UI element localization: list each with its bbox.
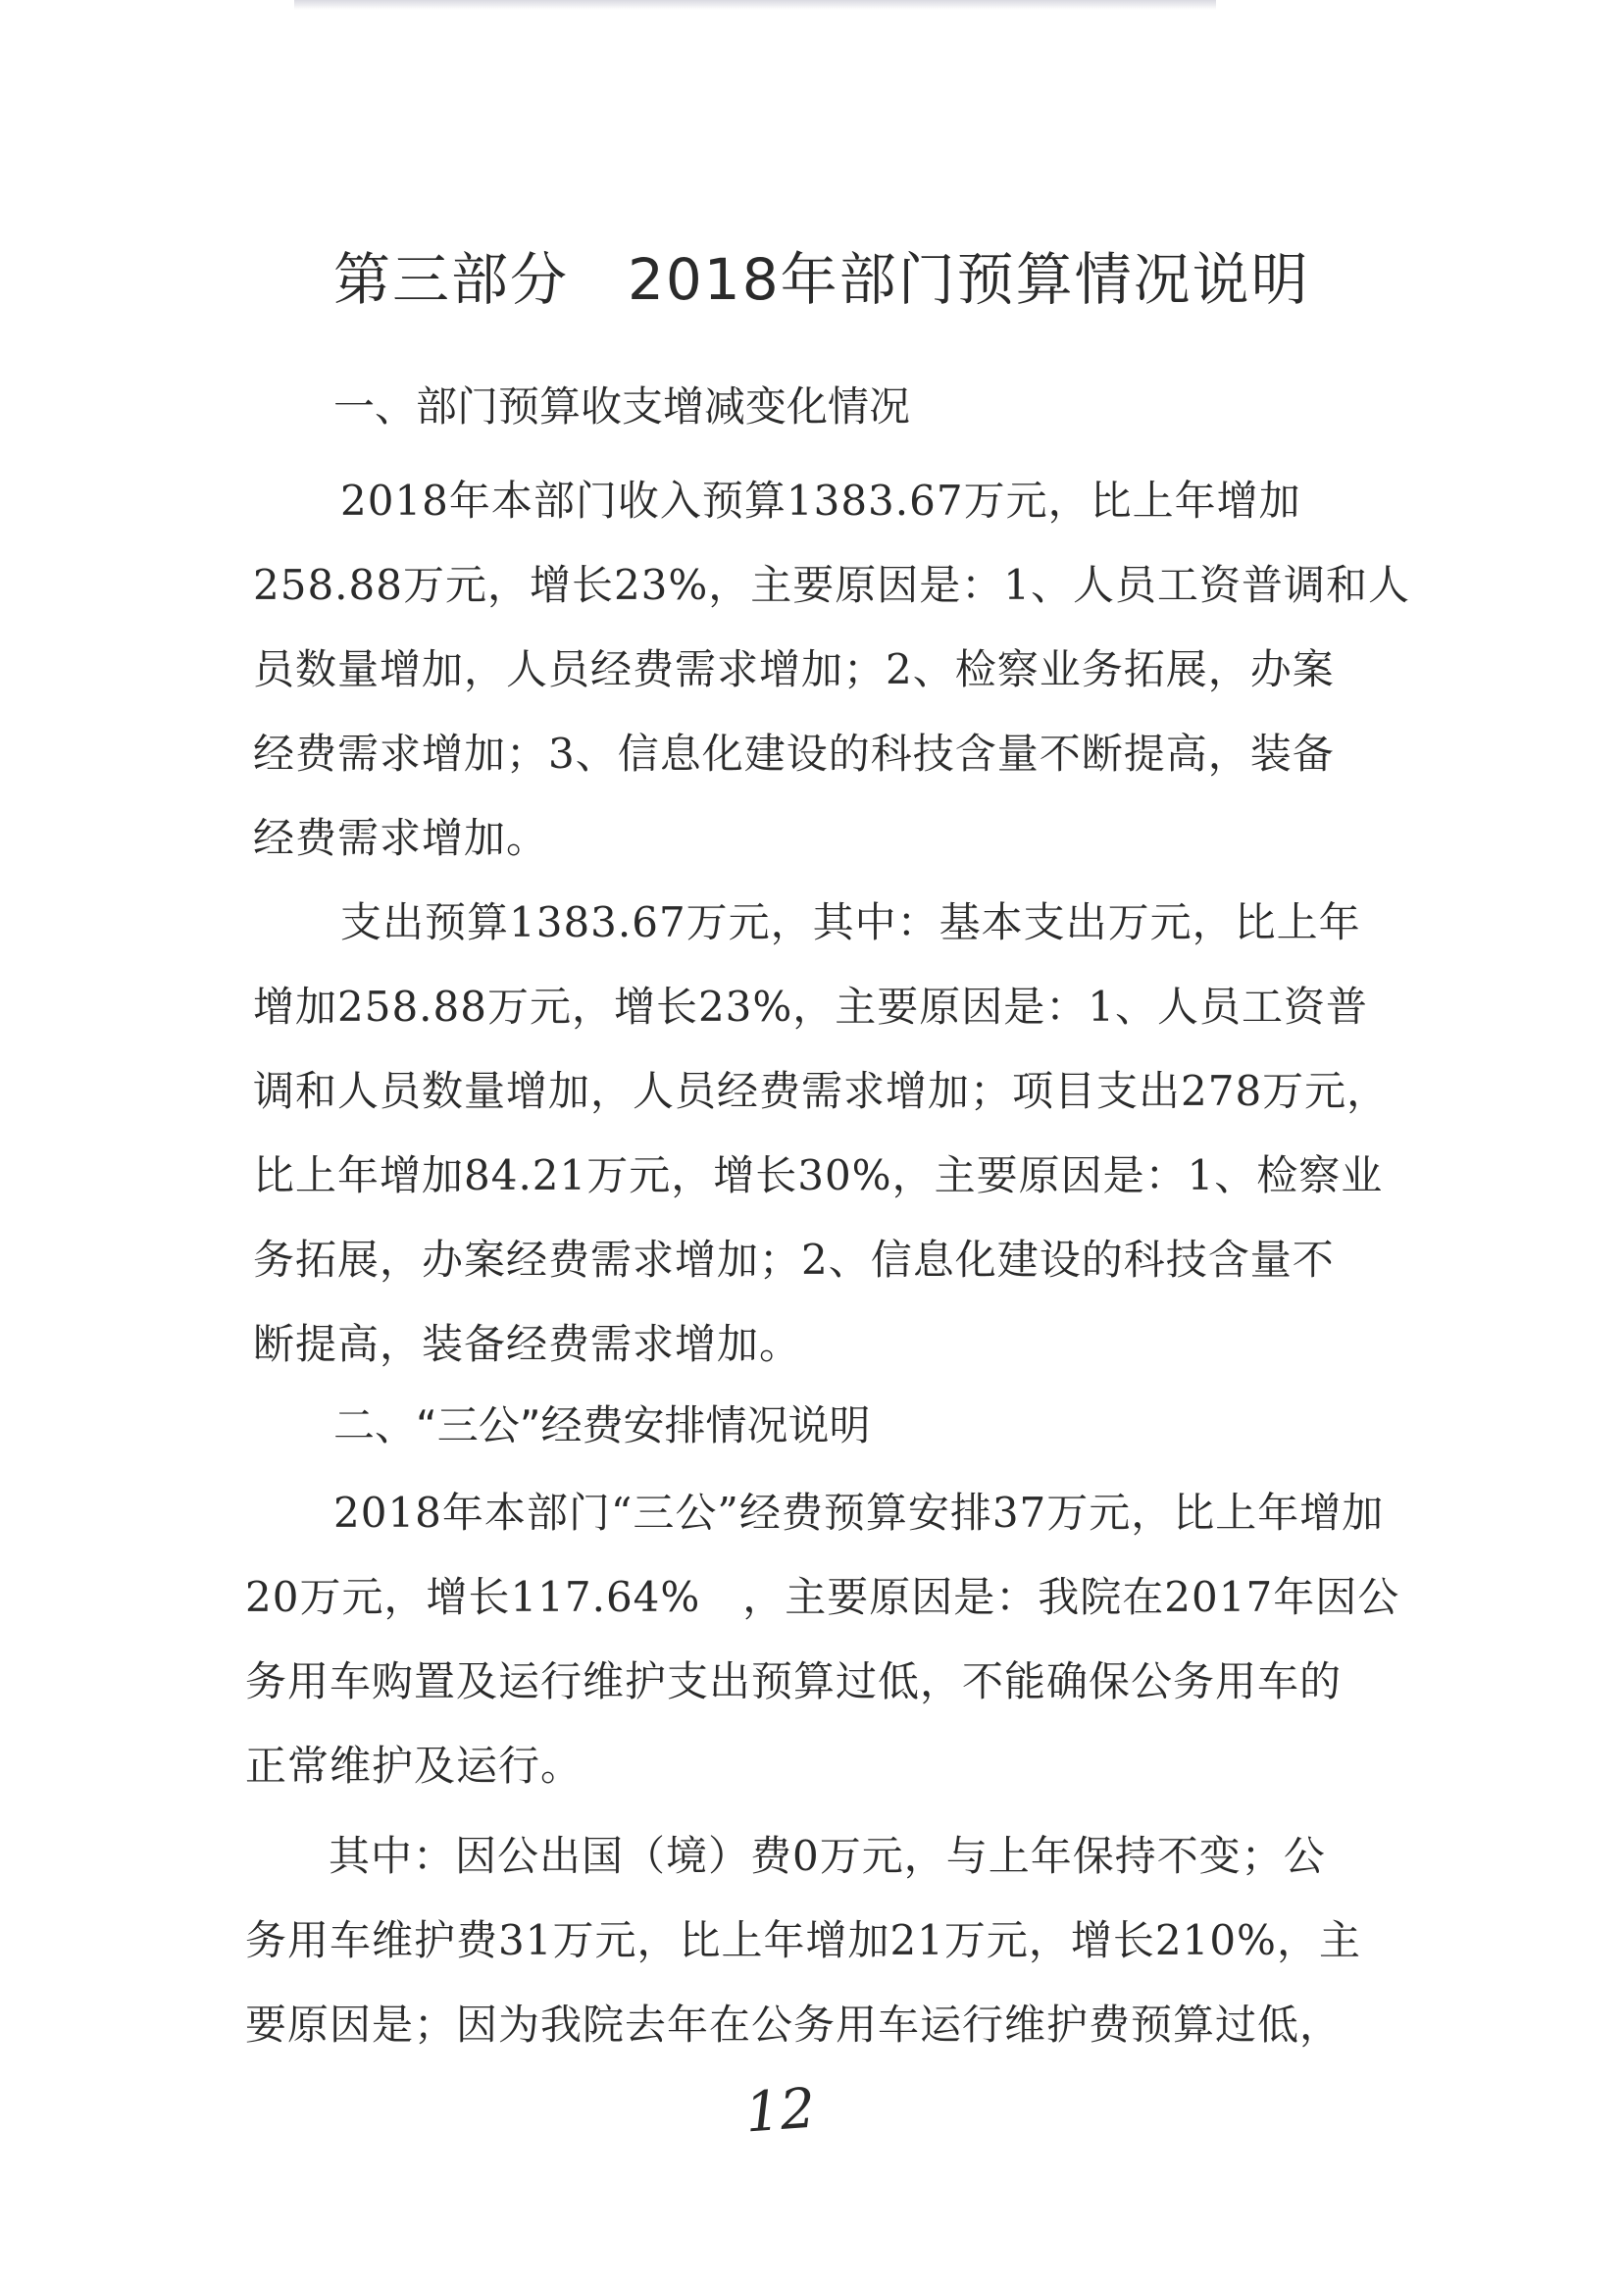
page-title: 第三部分 2018年部门预算情况说明 bbox=[333, 246, 1310, 313]
scan-smudge bbox=[294, 0, 1216, 10]
paragraph-line: 258.88万元，增长23%，主要原因是：1、人员工资普调和人 bbox=[253, 561, 1411, 609]
paragraph-line: 务用车购置及运行维护支出预算过低，不能确保公务用车的 bbox=[245, 1657, 1343, 1705]
paragraph-line: 2018年本部门“三公”经费预算安排37万元，比上年增加 bbox=[333, 1489, 1385, 1537]
page-number: 12 bbox=[742, 2076, 818, 2146]
paragraph-line: 20万元，增长117.64% ，主要原因是：我院在2017年因公 bbox=[245, 1573, 1400, 1621]
paragraph-line: 要原因是；因为我院去年在公务用车运行维护费预算过低， bbox=[245, 2001, 1343, 2049]
paragraph-line: 务用车维护费31万元，比上年增加21万元，增长210%，主 bbox=[245, 1916, 1361, 1964]
paragraph-line: 支出预算1383.67万元，其中：基本支出万元，比上年 bbox=[340, 898, 1361, 946]
paragraph-line: 2018年本部门收入预算1383.67万元，比上年增加 bbox=[340, 477, 1301, 525]
paragraph-line: 务拓展，办案经费需求增加；2、信息化建设的科技含量不 bbox=[253, 1236, 1335, 1284]
paragraph-line: 增加258.88万元，增长23%，主要原因是：1、人员工资普 bbox=[253, 983, 1369, 1031]
paragraph-line: 经费需求增加；3、信息化建设的科技含量不断提高，装备 bbox=[253, 730, 1335, 778]
section-heading-1: 一、部门预算收支增减变化情况 bbox=[333, 382, 911, 431]
paragraph-line: 正常维护及运行。 bbox=[245, 1742, 584, 1790]
paragraph-line: 经费需求增加。 bbox=[253, 814, 549, 862]
section-heading-2: 二、“三公”经费安排情况说明 bbox=[333, 1401, 871, 1449]
paragraph-line: 断提高，装备经费需求增加。 bbox=[253, 1320, 802, 1368]
paragraph-line: 调和人员数量增加，人员经费需求增加；项目支出278万元， bbox=[253, 1067, 1390, 1115]
paragraph-line: 其中：因公出国（境）费0万元，与上年保持不变；公 bbox=[329, 1832, 1326, 1880]
paragraph-line: 比上年增加84.21万元，增长30%，主要原因是：1、检察业 bbox=[253, 1151, 1384, 1199]
paragraph-line: 员数量增加，人员经费需求增加；2、检察业务拓展，办案 bbox=[253, 645, 1335, 693]
